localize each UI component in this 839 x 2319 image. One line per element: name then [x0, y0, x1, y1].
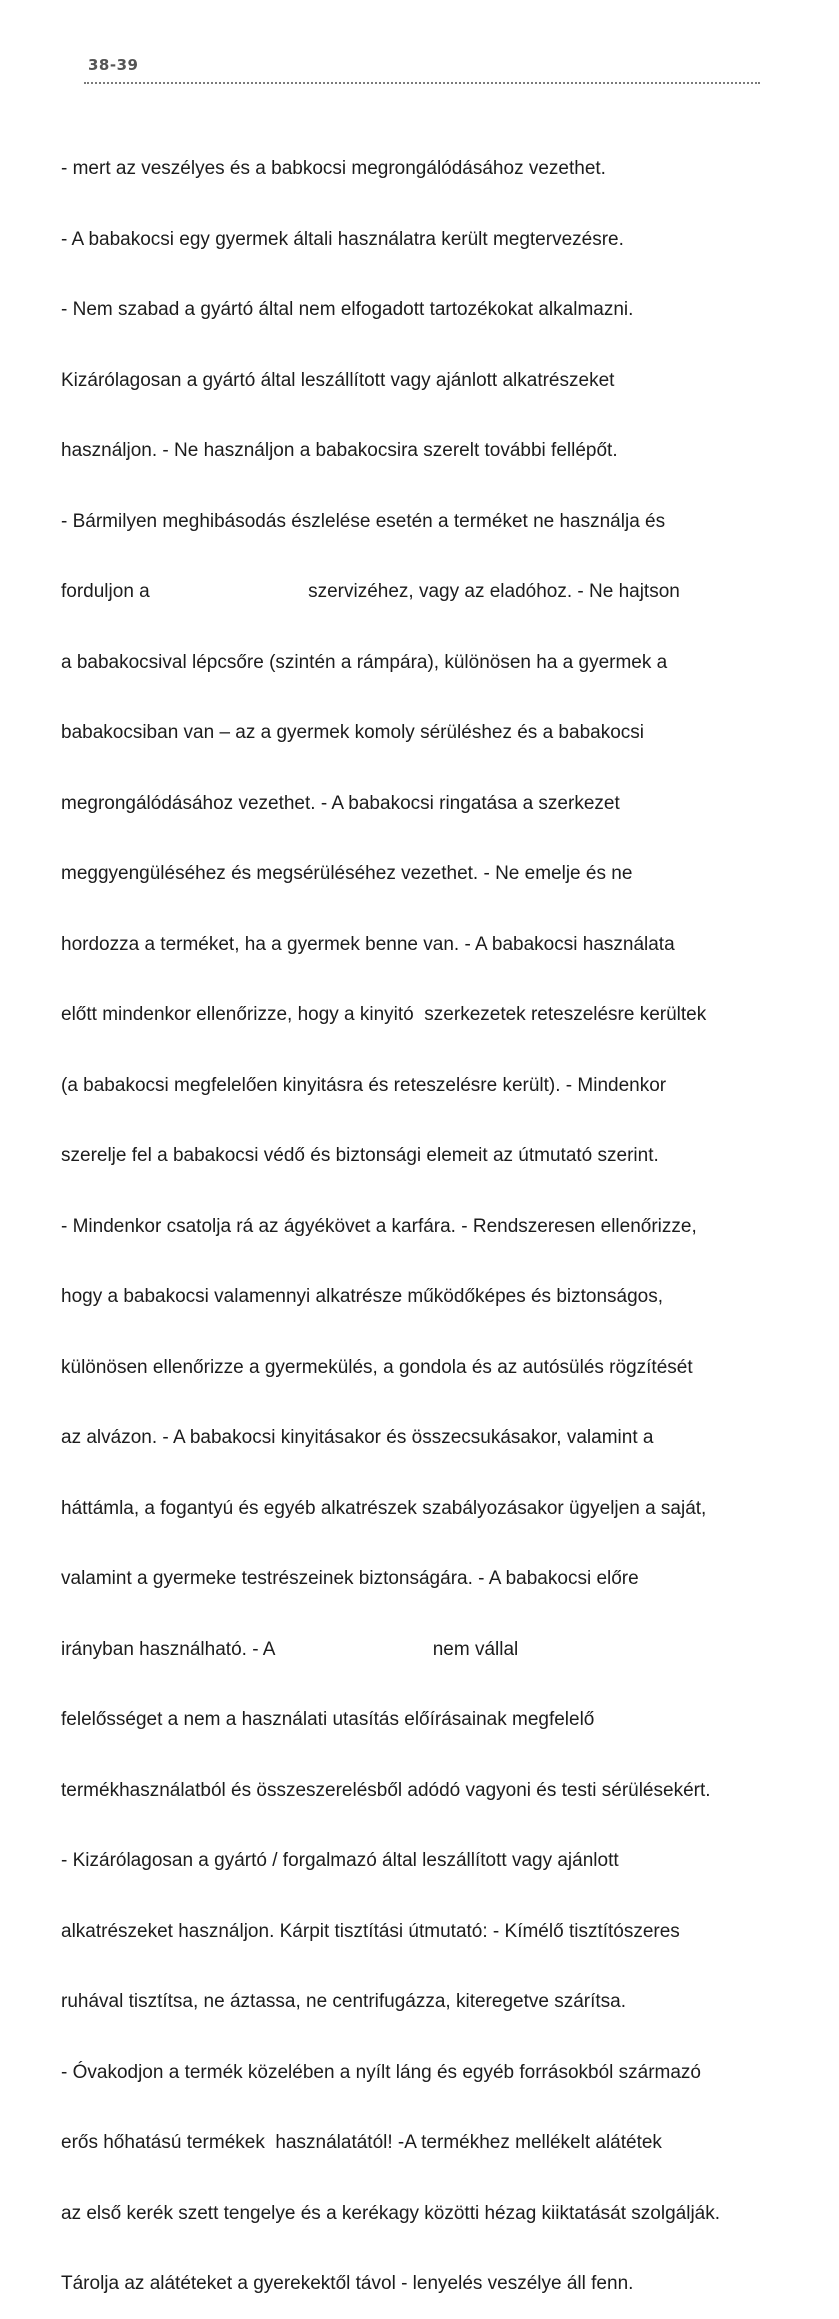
- text-line: az alvázon. - A babakocsi kinyitásakor és összecsukásakor, valamint a: [61, 1427, 654, 1448]
- text-line: - mert az veszélyes és a babkocsi megrongálódásához vezethet.: [61, 158, 606, 179]
- text-line: babakocsiban van – az a gyermek komoly sérüléshez és a babakocsi: [61, 722, 644, 743]
- text-line: ruhával tisztítsa, ne áztassa, ne centrifugázza, kiteregetve szárítsa.: [61, 1991, 626, 2012]
- text-line: irányban használható. - A nem vállal: [61, 1638, 519, 1660]
- text-line: - A babakocsi egy gyermek általi használatra került megtervezésre.: [61, 228, 624, 250]
- text-line: erős hőhatású termékek használatától! -A termékhez mellékelt alátétek: [61, 2132, 662, 2153]
- text-line: alkatrészeket használjon. Kárpit tisztítási útmutató: - Kímélő tisztítószeres: [61, 1920, 680, 1942]
- text-line: valamint a gyermeke testrészeinek biztonságára. - A babakocsi előre: [61, 1568, 639, 1589]
- text-line: szerelje fel a babakocsi védő és biztonsági elemeit az útmutató szerint.: [61, 1145, 659, 1166]
- text-line: különösen ellenőrizze a gyermekülés, a gondola és az autósülés rögzítését: [61, 1356, 693, 1378]
- text-line: (a babakocsi megfelelően kinyitásra és reteszelésre került). - Mindenkor: [61, 1074, 667, 1096]
- text-line: - Kizárólagosan a gyártó / forgalmazó által leszállított vagy ajánlott: [61, 1850, 619, 1871]
- text-line: használjon. - Ne használjon a babakocsira szerelt további fellépőt.: [61, 440, 618, 461]
- text-line: felelősséget a nem a használati utasítás előírásainak megfelelő: [61, 1709, 595, 1730]
- text-line: az első kerék szett tengelye és a kerékagy közötti hézag kiiktatását szolgálják.: [61, 2202, 721, 2224]
- text-line: - Nem szabad a gyártó által nem elfogadott tartozékokat alkalmazni.: [61, 299, 634, 320]
- text-line: - Óvakodjon a termék közelében a nyílt láng és egyéb forrásokból származó: [61, 2061, 701, 2083]
- page-number: 38-39: [88, 56, 139, 74]
- text-line: - Bármilyen meghibásodás észlelése esetén a terméket ne használja és: [61, 510, 666, 532]
- text-line: Tárolja az alátéteket a gyerekektől távol - lenyelés veszélye áll fenn.: [61, 2273, 634, 2294]
- text-line: forduljon a szervizéhez, vagy az eladóhoz. - Ne hajtson: [61, 581, 680, 602]
- text-line: hogy a babakocsi valamennyi alkatrésze működőképes és biztonságos,: [61, 1286, 664, 1307]
- text-line: termékhasználatból és összeszerelésből adódó vagyoni és testi sérülésekért.: [61, 1779, 711, 1801]
- text-line: meggyengüléséhez és megsérüléséhez vezethet. - Ne emelje és ne: [61, 863, 633, 884]
- dotted-divider: [84, 82, 760, 84]
- text-line: - Mindenkor csatolja rá az ágyékövet a karfára. - Rendszeresen ellenőrizze,: [61, 1215, 697, 1237]
- text-line: a babakocsival lépcsőre (szintén a rámpára), különösen ha a gyermek a: [61, 651, 668, 673]
- instruction-text-block: [61, 110, 796, 2319]
- text-line: háttámla, a fogantyú és egyéb alkatrészek szabályozásakor ügyeljen a saját,: [61, 1497, 707, 1519]
- text-line: megrongálódásához vezethet. - A babakocsi ringatása a szerkezet: [61, 792, 620, 814]
- text-line: hordozza a terméket, ha a gyermek benne van. - A babakocsi használata: [61, 933, 675, 955]
- text-line: előtt mindenkor ellenőrizze, hogy a kinyitó szerkezetek reteszelésre kerültek: [61, 1004, 707, 1025]
- text-line: Kizárólagosan a gyártó által leszállított vagy ajánlott alkatrészeket: [61, 369, 615, 391]
